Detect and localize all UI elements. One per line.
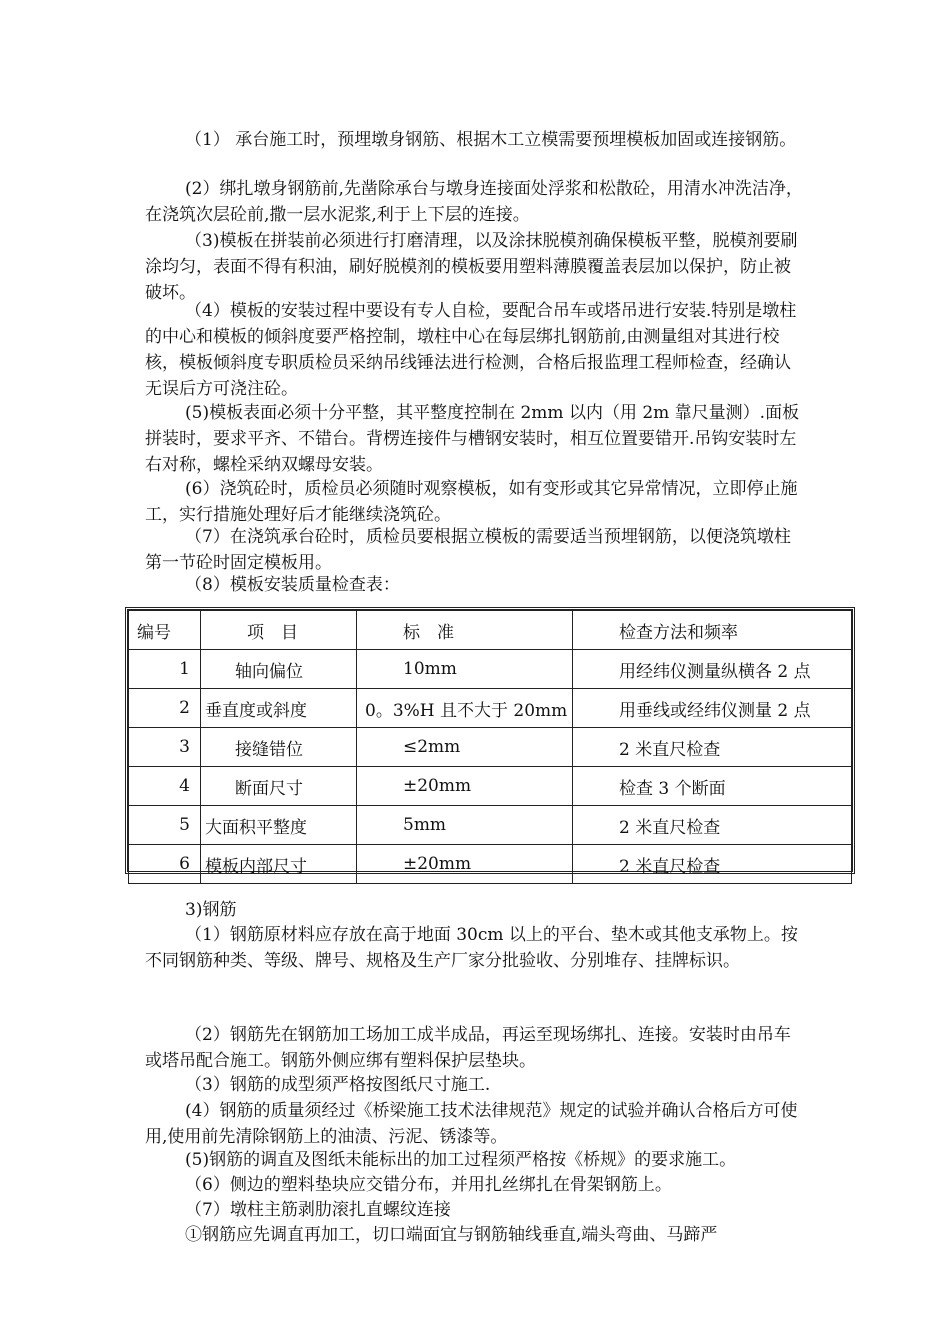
table-cell: 2 米直尺检查 [573, 728, 852, 767]
table-cell: 用经纬仪测量纵横各 2 点 [573, 650, 852, 689]
table-cell: 断面尺寸 [201, 767, 357, 806]
section-heading: 3)钢筋 [185, 900, 237, 920]
table-row [129, 845, 852, 884]
table-cell: 接缝错位 [201, 728, 357, 767]
table-cell: 大面积平整度 [201, 806, 357, 845]
paragraph-11: （3）钢筋的成型须严格按图纸尺寸施工. [185, 1075, 491, 1095]
table-cell: 垂直度或斜度 [201, 689, 357, 728]
paragraph-1: （1） 承台施工时，预埋墩身钢筋、根据木工立模需要预埋模板加固或连接钢筋。 [185, 130, 797, 150]
paragraph-16: ①钢筋应先调直再加工，切口端面宜与钢筋轴线垂直,端头弯曲、马蹄严 [185, 1225, 718, 1245]
table-cell: 模板内部尺寸 [201, 845, 357, 884]
paragraph-9: （1）钢筋原材料应存放在高于地面 30cm 以上的平台、垫木或其他支承物上。按不同钢筋种类、等级、牌号、规格及生产厂家分批验收、分别堆存、挂牌标识。 [145, 925, 798, 971]
table-cell: 2 米直尺检查 [573, 806, 852, 845]
paragraph-6: (6）浇筑砼时，质检员必须随时观察模板，如有变形或其它异常情况，立即停止施工，实行措施处理好后才能继续浇筑砼。 [145, 479, 798, 525]
paragraph-2: (2）绑扎墩身钢筋前,先凿除承台与墩身连接面处浮浆和松散砼，用清水冲洗洁净，在浇筑次层砼前,撒一层水泥浆,利于上下层的连接。 [145, 179, 803, 225]
table-cell: 2 [129, 689, 201, 728]
table-cell: 2 米直尺检查 [573, 845, 852, 884]
table-cell: 0。3%H 且不大于 20mm [357, 689, 573, 728]
paragraph-3: （3)模板在拼装前必须进行打磨清理，以及涂抹脱模剂确保模板平整，脱模剂要刷涂均匀，表面不得有积油，刷好脱模剂的模板要用塑料薄膜覆盖表层加以保护，防止被破坏。 [145, 231, 798, 303]
table-cell: 检查 3 个断面 [573, 767, 852, 806]
table-cell: ≤2mm [357, 728, 573, 767]
table-cell: 3 [129, 728, 201, 767]
header-cell: 检查方法和频率 [573, 611, 852, 650]
table-row [129, 767, 852, 806]
table-header-row [129, 611, 852, 650]
table-cell: 4 [129, 767, 201, 806]
header-cell: 编号 [129, 611, 201, 650]
table-cell: 10mm [357, 650, 573, 689]
table-cell: 5mm [357, 806, 573, 845]
paragraph-4: （4）模板的安装过程中要设有专人自检，要配合吊车或塔吊进行安装.特别是墩柱的中心和模板的倾斜度要严格控制，墩柱中心在每层绑扎钢筋前,由测量组对其进行校核，模板倾斜度专职质检员采纳吊线锤法进行检测，合格后报监理工程师检查，经确认无误后方可浇注砼。 [145, 301, 797, 399]
paragraph-15: （7）墩柱主筋剥肋滚扎直螺纹连接 [185, 1200, 451, 1220]
paragraph-5: (5)模板表面必须十分平整，其平整度控制在 2mm 以内（用 2m 靠尺量测）.面板拼装时，要求平齐、不错台。背楞连接件与槽钢安装时，相互位置要错开.吊钩安装时左右对称，螺栓采纳双螺母安装。 [145, 403, 800, 475]
inspection-table [125, 607, 855, 877]
table-cell: 5 [129, 806, 201, 845]
table-cell: 用垂线或经纬仪测量 2 点 [573, 689, 852, 728]
table-cell: 轴向偏位 [201, 650, 357, 689]
paragraph-7: （7）在浇筑承台砼时，质检员要根据立模板的需要适当预埋钢筋，以便浇筑墩柱第一节砼时固定模板用。 [145, 527, 791, 573]
table-cell: 1 [129, 650, 201, 689]
table-row [129, 806, 852, 845]
table-cell: 6 [129, 845, 201, 884]
table-cell: ±20mm [357, 767, 573, 806]
header-cell: 标 准 [357, 611, 573, 650]
table-cell: ±20mm [357, 845, 573, 884]
header-cell: 项 目 [201, 611, 357, 650]
table-row [129, 689, 852, 728]
paragraph-14: （6）侧边的塑料垫块应交错分布，并用扎丝绑扎在骨架钢筋上。 [185, 1175, 672, 1195]
paragraph-10: （2）钢筋先在钢筋加工场加工成半成品，再运至现场绑扎、连接。安装时由吊车或塔吊配合施工。钢筋外侧应绑有塑料保护层垫块。 [145, 1025, 791, 1071]
paragraph-13: (5)钢筋的调直及图纸未能标出的加工过程须严格按《桥规》的要求施工。 [185, 1150, 737, 1170]
paragraph-8: （8）模板安装质量检查表： [185, 575, 400, 595]
table-row [129, 728, 852, 767]
table-row [129, 650, 852, 689]
paragraph-12: (4）钢筋的质量须经过《桥梁施工技术法律规范》规定的试验并确认合格后方可使用,使用前先清除钢筋上的油渍、污泥、锈漆等。 [145, 1101, 798, 1147]
